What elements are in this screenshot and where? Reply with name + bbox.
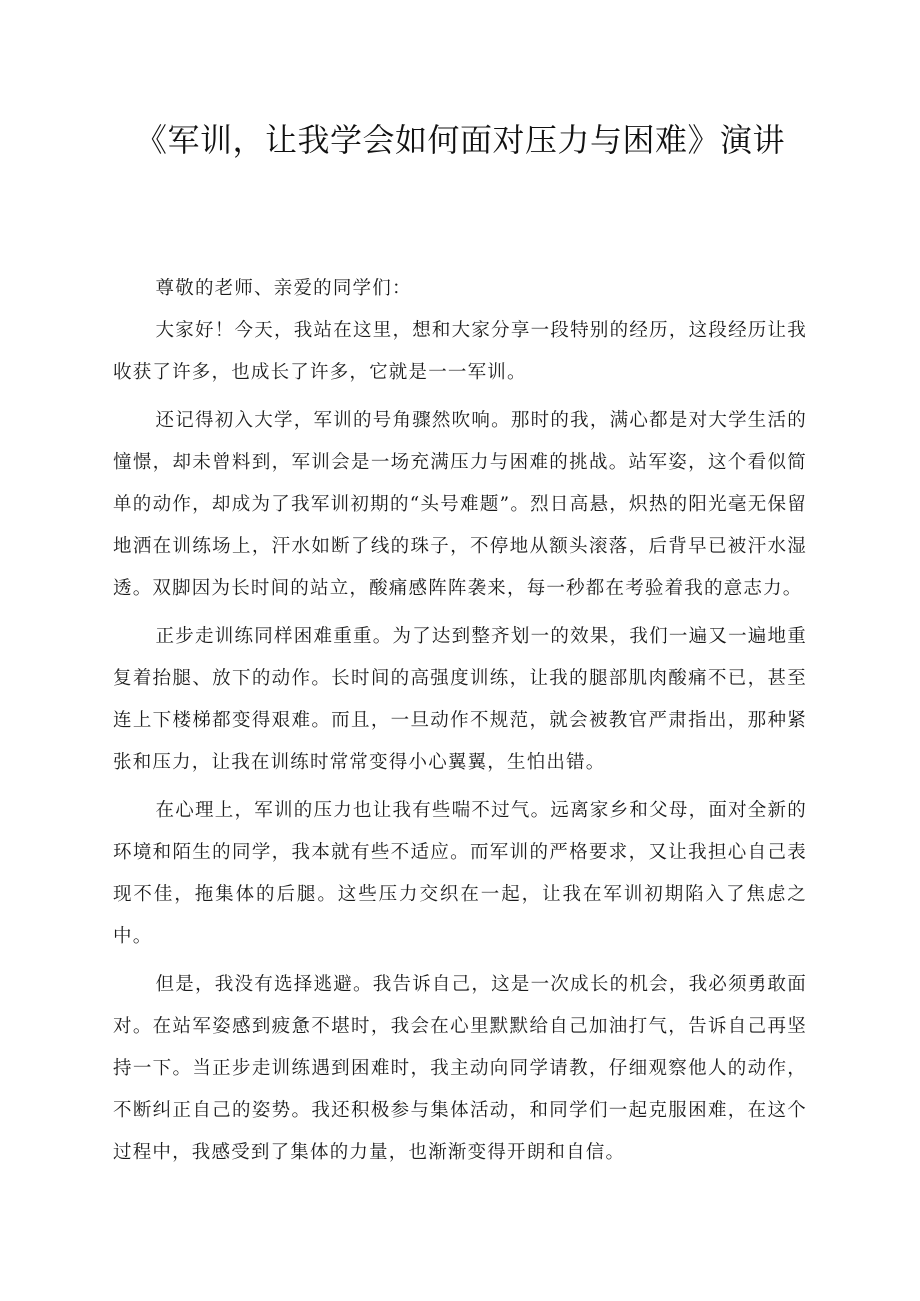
salutation: 尊敬的老师、亲爱的同学们： xyxy=(155,278,412,299)
paragraph-4: 在心理上，军训的压力也让我有些喘不过气。远离家乡和父母，面对全新的环境和陌生的同学，我本就有些不适应。而军训的严格要求，又让我担心自己表现不佳，拖集体的后腿。这些压力交织在一起，让我在军训初期陷入了焦虑之中。 xyxy=(113,800,807,947)
paragraph-2: 还记得初入大学，军训的号角骤然吹响。那时的我，满心都是对大学生活的憧憬，却未曾料到，军训会是一场充满压力与困难的挑战。站军姿，这个看似简单的动作，却成为了我军训初期的“头号难题”。烈日高悬，炽热的阳光毫无保留地洒在训练场上，汗水如断了线的珠子，不停地从额头滚落，后背早已被汗水湿透。双脚因为长时间的站立，酸痛感阵阵袭来，每一秒都在考验着我的意志力。 xyxy=(113,410,807,599)
paragraph-5: 但是，我没有选择逃避。我告诉自己，这是一次成长的机会，我必须勇敢面对。在站军姿感到疲惫不堪时，我会在心里默默给自己加油打气，告诉自己再坚持一下。当正步走训练遇到困难时，我主动向同学请教，仔细观察他人的动作，不断纠正自己的姿势。我还积极参与集体活动，和同学们一起克服困难，在这个过程中，我感受到了集体的力量，也渐渐变得开朗和自信。 xyxy=(113,974,807,1163)
paragraph-1: 大家好！今天，我站在这里，想和大家分享一段特别的经历，这段经历让我收获了许多，也成长了许多，它就是一一军训。 xyxy=(113,320,807,383)
document-body xyxy=(113,268,807,1174)
document-title: 《军训，让我学会如何面对压力与困难》演讲 xyxy=(134,121,785,159)
paragraph-3: 正步走训练同样困难重重。为了达到整齐划一的效果，我们一遍又一遍地重复着抬腿、放下的动作。长时间的高强度训练，让我的腿部肌肉酸痛不已，甚至连上下楼梯都变得艰难。而且，一旦动作不规范，就会被教官严肃指出，那种紧张和压力，让我在训练时常常变得小心翼翼，生怕出错。 xyxy=(113,626,807,773)
